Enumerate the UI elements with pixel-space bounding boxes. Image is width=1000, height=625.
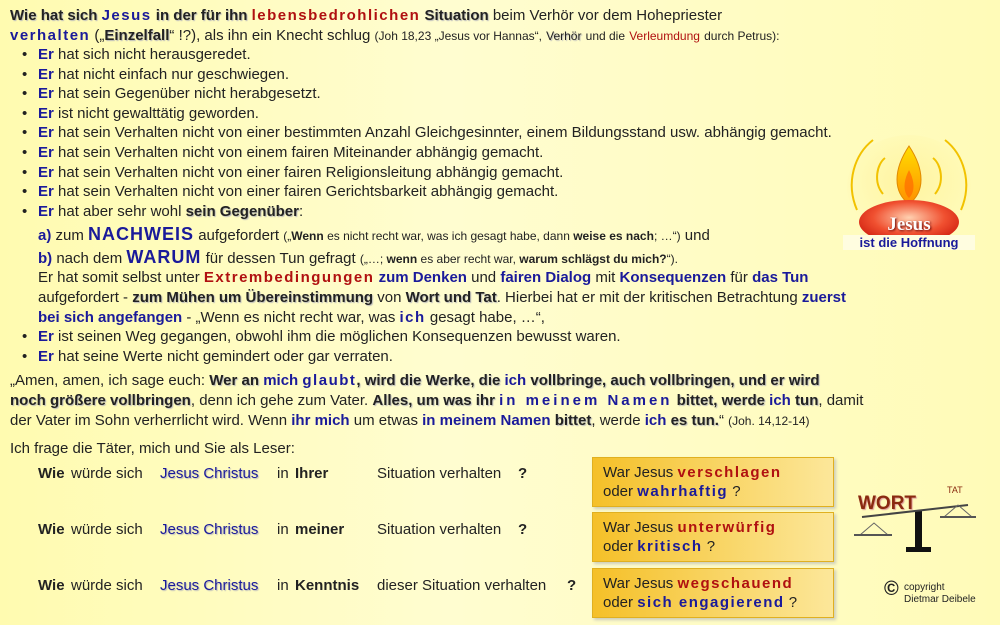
- sub-a-q2: es nicht recht war, was ich gesagt habe, dann: [327, 229, 570, 243]
- intro-ref-b: durch Petrus):: [704, 29, 780, 43]
- quote-j: der Vater im Sohn verherrlicht wird. Wenn: [10, 412, 288, 429]
- option-b: kritisch: [637, 538, 703, 555]
- quote-estun: es tun.: [670, 412, 719, 429]
- quote-line-1: [10, 371, 863, 391]
- quote-mich: mich: [263, 372, 299, 389]
- option-a: verschlagen: [677, 464, 782, 481]
- er-label: Er: [38, 104, 54, 122]
- bei-sich-angefangen: bei sich angefangen: [38, 309, 183, 326]
- frage-heading: Ich frage die Täter, mich und Sie als Leser:: [10, 440, 295, 457]
- sub-a-label: a): [38, 227, 52, 244]
- quote-line-3: [10, 411, 863, 431]
- quote-meinem2: in meinem Namen: [422, 412, 551, 429]
- jesus-christus: Jesus Christus: [160, 465, 259, 482]
- wuerde-sich: würde sich: [71, 577, 143, 594]
- intro-ref-a: (Joh 18,23 „Jesus vor Hannas“,: [374, 29, 542, 43]
- question-box: [592, 568, 834, 618]
- bullet-text: hat sein Verhalten nicht von einer fairen Gerichtsbarkeit abhängig gemacht.: [58, 183, 559, 201]
- list-item: [22, 65, 832, 85]
- quote-glaubt: glaubt: [302, 372, 357, 389]
- er-label: Er: [38, 347, 54, 365]
- quote-line-2: [10, 391, 863, 411]
- list-item: [22, 84, 832, 104]
- sub-a-zum: zum: [55, 227, 84, 244]
- sub-b-q1: („…;: [359, 252, 384, 266]
- candle-logo: [843, 132, 975, 257]
- sub-b-fuer: für dessen Tun gefragt: [205, 250, 356, 267]
- para-line-2: [38, 288, 846, 308]
- para-line-3: [38, 308, 846, 328]
- question-mark: ?: [518, 465, 528, 482]
- option-b: wahrhaftig: [637, 483, 729, 500]
- bullet-text: hat seine Werte nicht gemindert oder gar verraten.: [58, 347, 393, 365]
- copyright-l1: copyright: [904, 582, 945, 593]
- wie: Wie: [38, 465, 65, 482]
- para-p3a: - „Wenn es nicht recht war, was: [186, 309, 396, 326]
- intro-l2-b: “ !?), als ihn ein Knecht schlug: [169, 27, 371, 44]
- quote-c: , wird die Werke, die: [356, 372, 501, 389]
- intro-lebens: lebensbedrohlichen: [251, 7, 421, 24]
- quote-m: “: [718, 412, 724, 429]
- fairen-dialog: fairen Dialog: [500, 269, 592, 286]
- option-b: sich engagierend: [637, 594, 785, 611]
- wie: Wie: [38, 521, 65, 538]
- intro-l1-a: Wie hat sich: [10, 7, 98, 24]
- para-line-1: [38, 268, 846, 288]
- quote-l: , werde: [591, 412, 641, 429]
- sub-b-q3: “).: [666, 252, 678, 266]
- oder: oder: [603, 594, 634, 611]
- list-item: [22, 104, 832, 124]
- in: in: [277, 465, 289, 482]
- wort-und-tat: Wort und Tat: [405, 289, 497, 306]
- quote-ich2: ich: [769, 392, 791, 409]
- scale-tat: TAT: [947, 485, 963, 495]
- situation-verhalten: Situation verhalten: [377, 521, 502, 538]
- extrembedingungen: Extrembedingungen: [203, 269, 375, 286]
- quote-d: vollbringe, auch vollbringen, und er wird: [530, 372, 820, 389]
- sub-b-label: b): [38, 250, 53, 267]
- scale-wort: WORT: [858, 493, 917, 514]
- situation-verhalten: dieser Situation verhalten: [377, 577, 547, 594]
- question-box: [592, 512, 834, 562]
- bullet-text: hat sein Verhalten nicht von einer fairen Religionsleitung abhängig gemacht.: [58, 163, 564, 181]
- box-question-mark: ?: [788, 594, 798, 611]
- quote-tun: tun: [795, 392, 819, 409]
- zuerst: zuerst: [801, 289, 847, 306]
- oder: oder: [603, 483, 634, 500]
- muehen: zum Mühen um Übereinstimmung: [132, 289, 374, 306]
- sub-b-nach: nach dem: [56, 250, 123, 267]
- sub-a-aufgefordert: aufgefordert: [198, 227, 280, 244]
- quote-k: um etwas: [353, 412, 418, 429]
- er-label: Er: [38, 183, 54, 201]
- option-a: wegschauend: [677, 575, 794, 592]
- sub-a-wenn: Wenn: [291, 229, 324, 243]
- list-item: [22, 45, 832, 65]
- er-label: Er: [38, 143, 54, 161]
- sub-b-q2: es aber recht war,: [420, 252, 516, 266]
- jesus-christus: Jesus Christus: [160, 521, 259, 538]
- bullet-text: ist seinen Weg gegangen, obwohl ihm die möglichen Konsequenzen bewusst waren.: [58, 328, 621, 345]
- er-label: Er: [38, 202, 54, 220]
- para-fuer: für: [730, 269, 748, 286]
- list-item: [22, 327, 621, 347]
- logo-hoffnung: ist die Hoffnung: [843, 235, 975, 250]
- sub-b-wenn: wenn: [386, 252, 418, 266]
- er-label: Er: [38, 85, 54, 103]
- quote-ihr: ihr: [291, 412, 311, 429]
- sub-a-weise: weise es nach: [573, 229, 654, 243]
- sub-a-q1: („: [283, 229, 292, 243]
- wuerde-sich: würde sich: [71, 465, 143, 482]
- copyright-l2: Dietmar Deibele: [904, 594, 976, 605]
- list-item: [22, 163, 832, 183]
- er-label: Er: [38, 65, 54, 83]
- oder: oder: [603, 538, 634, 555]
- bullet-list-end: [22, 327, 621, 366]
- quote-a: „Amen, amen, ich sage euch:: [10, 372, 206, 389]
- bullet-text: hat sich nicht herausgeredet.: [58, 46, 251, 63]
- logo-jesus: Jesus: [887, 214, 931, 235]
- sub-item-a: [38, 224, 710, 246]
- copyright-icon: ©: [884, 578, 899, 600]
- keyword: Kenntnis: [295, 577, 360, 594]
- nachweis: NACHWEIS: [88, 224, 195, 244]
- warum: WARUM: [126, 247, 202, 267]
- gegenueber: sein Gegenüber: [185, 202, 299, 220]
- war-jesus: War Jesus: [603, 464, 674, 481]
- para-p2a: aufgefordert -: [38, 289, 129, 306]
- quote-e: noch größere vollbringen: [10, 392, 191, 409]
- quote-ich3: ich: [644, 412, 667, 429]
- er-label: Er: [38, 124, 54, 142]
- para-p3b: gesagt habe, …“,: [429, 309, 545, 326]
- das-tun: das Tun: [752, 269, 809, 286]
- keyword: meiner: [295, 521, 345, 538]
- in: in: [277, 577, 289, 594]
- para-von: von: [377, 289, 402, 306]
- intro-line-2: [10, 26, 779, 46]
- list-item: [22, 143, 832, 163]
- quote-g: Alles, um was ihr: [372, 392, 495, 409]
- intro-l2-a: („: [94, 27, 105, 44]
- list-item: [22, 202, 832, 222]
- sub-item-b: [38, 247, 678, 269]
- intro-l1-c: beim Verhör vor dem Hohepriester: [492, 7, 723, 24]
- para-mit: mit: [595, 269, 616, 286]
- intro-verhalten: verhalten: [10, 27, 91, 44]
- zum-denken: zum Denken: [378, 269, 467, 286]
- intro-text: [10, 6, 779, 46]
- quote-mich2: mich: [314, 412, 350, 429]
- box-question-mark: ?: [706, 538, 716, 555]
- quote: [10, 371, 863, 431]
- bullet-text: hat nicht einfach nur geschwiegen.: [58, 65, 289, 83]
- para-p1a: Er hat somit selbst unter: [38, 269, 200, 286]
- para-ich: ich: [399, 309, 426, 326]
- war-jesus: War Jesus: [603, 519, 674, 536]
- box-question-mark: ?: [732, 483, 741, 500]
- er-label: Er: [38, 46, 54, 63]
- quote-i: , damit: [818, 392, 864, 409]
- bullet-list: [22, 45, 832, 221]
- bullet-text: hat sein Verhalten nicht von einem fairen Miteinander abhängig gemacht.: [58, 143, 544, 161]
- intro-verhoer: Verhör: [546, 29, 582, 43]
- situation-verhalten: Situation verhalten: [377, 465, 502, 482]
- list-item: [22, 182, 832, 202]
- keyword: Ihrer: [295, 465, 329, 482]
- quote-f: , denn ich gehe zum Vater.: [190, 392, 369, 409]
- wuerde-sich: würde sich: [71, 521, 143, 538]
- sub-a-und: und: [684, 227, 710, 244]
- para-p2b: . Hierbei hat er mit der kritischen Betrachtung: [496, 289, 798, 306]
- er-label: Er: [38, 328, 54, 345]
- quote-ref: (Joh. 14,12-14): [728, 414, 810, 428]
- intro-situation: Situation: [424, 7, 489, 24]
- intro-l1-b: in der für ihn: [155, 7, 248, 24]
- intro-line-1: [10, 6, 779, 26]
- konsequenzen: Konsequenzen: [619, 269, 727, 286]
- question-mark: ?: [518, 521, 528, 538]
- para-und: und: [471, 269, 497, 286]
- quote-meinem: in meinem Namen: [499, 392, 673, 409]
- quote-bittet: bittet: [554, 412, 592, 429]
- sub-b-warum: warum schlägst du mich?: [519, 252, 667, 266]
- intro-verleumdung: Verleumdung: [629, 29, 700, 43]
- bullet-text: hat aber sehr wohl: [58, 202, 182, 220]
- bullet-text: hat sein Verhalten nicht von einer bestimmten Anzahl Gleichgesinnter, einem Bildungsstand usw. abhängig gemacht.: [58, 124, 832, 142]
- intro-jesus: Jesus: [101, 7, 152, 24]
- option-a: unterwürfig: [677, 519, 777, 536]
- colon: :: [298, 202, 304, 220]
- scale-logo: [852, 483, 977, 555]
- er-label: Er: [38, 163, 54, 181]
- paragraph: [38, 268, 846, 328]
- intro-und: und die: [585, 29, 626, 43]
- jesus-christus: Jesus Christus: [160, 577, 259, 594]
- quote-h: bittet, werde: [676, 392, 765, 409]
- question-box: [592, 457, 834, 507]
- war-jesus: War Jesus: [603, 575, 674, 592]
- quote-b: Wer an: [209, 372, 260, 389]
- list-item: [22, 123, 832, 143]
- bullet-text: ist nicht gewalttätig geworden.: [58, 104, 259, 122]
- in: in: [277, 521, 289, 538]
- list-item: [22, 347, 621, 367]
- intro-einzelfall: Einzelfall: [104, 27, 170, 44]
- question-mark: ?: [567, 577, 577, 594]
- bullet-text: hat sein Gegenüber nicht herabgesetzt.: [58, 85, 321, 103]
- quote-ich: ich: [504, 372, 527, 389]
- sub-a-q3: ; …“): [653, 229, 681, 243]
- wie: Wie: [38, 577, 65, 594]
